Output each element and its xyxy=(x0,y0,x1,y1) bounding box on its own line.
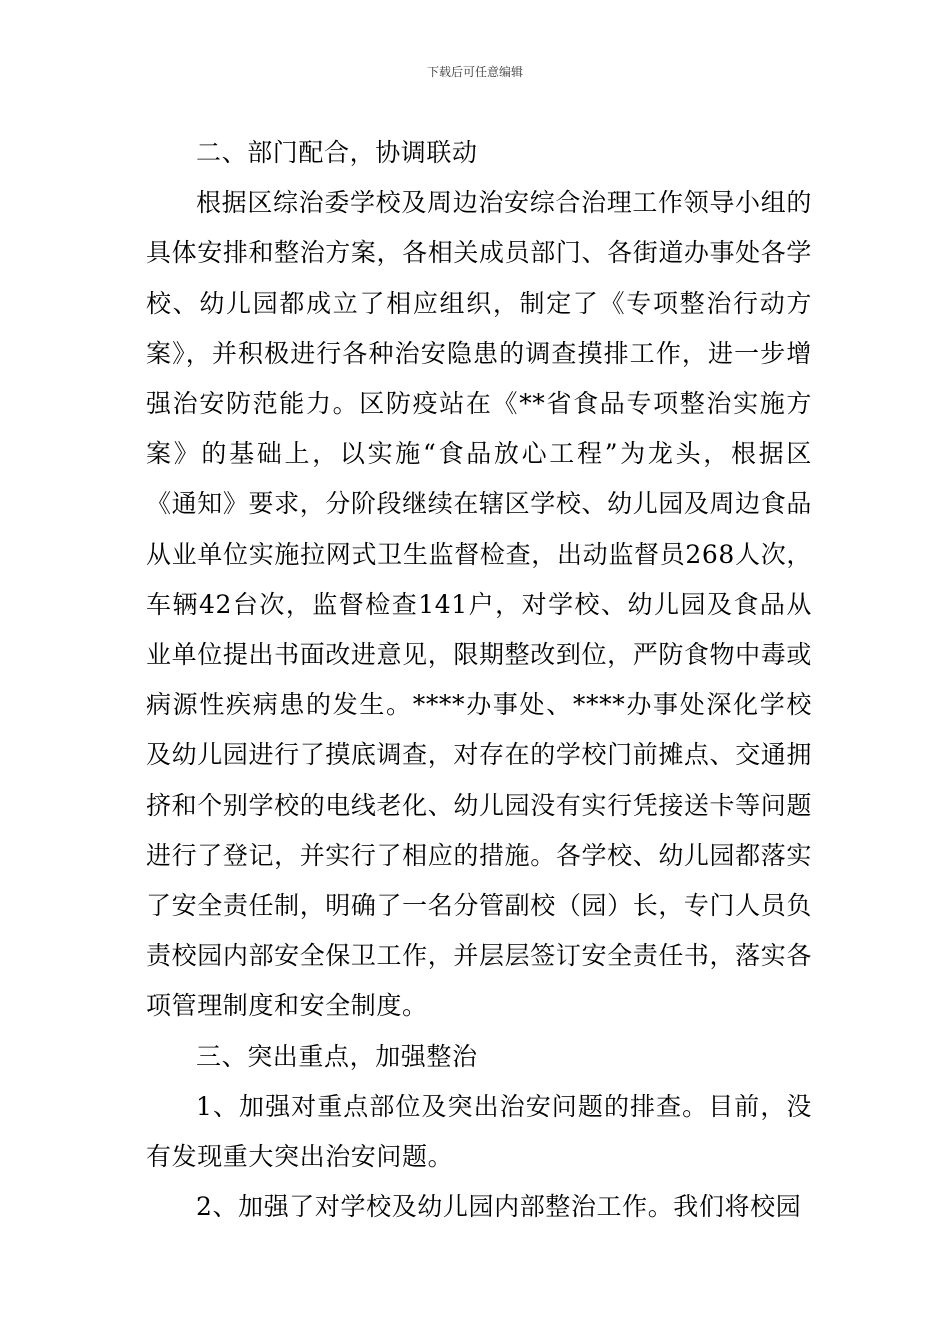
body-paragraph-1: 根据区综治委学校及周边治安综合治理工作领导小组的具体安排和整治方案，各相关成员部门、各街道办事处各学校、幼儿园都成立了相应组织，制定了《专项整治行动方案》，并积极进行各种治安隐患的调查摸排工作，进一步增强治安防范能力。区防疫站在《**省食品专项整治实施方案》的基础上，以实施“食品放心工程”为龙头，根据区《通知》要求，分阶段继续在辖区学校、幼儿园及周边食品从业单位实施拉网式卫生监督检查，出动监督员268人次，车辆42台次，监督检查141户，对学校、幼儿园及食品从业单位提出书面改进意见，限期整改到位，严防食物中毒或病源性疾病患的发生。****办事处、****办事处深化学校及幼儿园进行了摸底调查，对存在的学校门前摊点、交通拥挤和个别学校的电线老化、幼儿园没有实行凭接送卡等问题进行了登记，并实行了相应的措施。各学校、幼儿园都落实了安全责任制，明确了一名分管副校（园）长，专门人员负责校园内部安全保卫工作，并层层签订安全责任书，落实各项管理制度和安全制度。 xyxy=(146,188,812,1021)
section-heading-3: 三、突出重点，加强整治 xyxy=(196,1041,478,1071)
document-body xyxy=(146,128,812,1232)
body-paragraph-3: 2、加强了对学校及幼儿园内部整治工作。我们将校园 xyxy=(196,1192,802,1222)
section-heading-2: 二、部门配合，协调联动 xyxy=(196,138,478,167)
page-header: 下载后可任意编辑 xyxy=(426,65,523,79)
body-paragraph-2: 1、加强对重点部位及突出治安问题的排查。目前，没有发现重大突出治安问题。 xyxy=(146,1091,812,1172)
